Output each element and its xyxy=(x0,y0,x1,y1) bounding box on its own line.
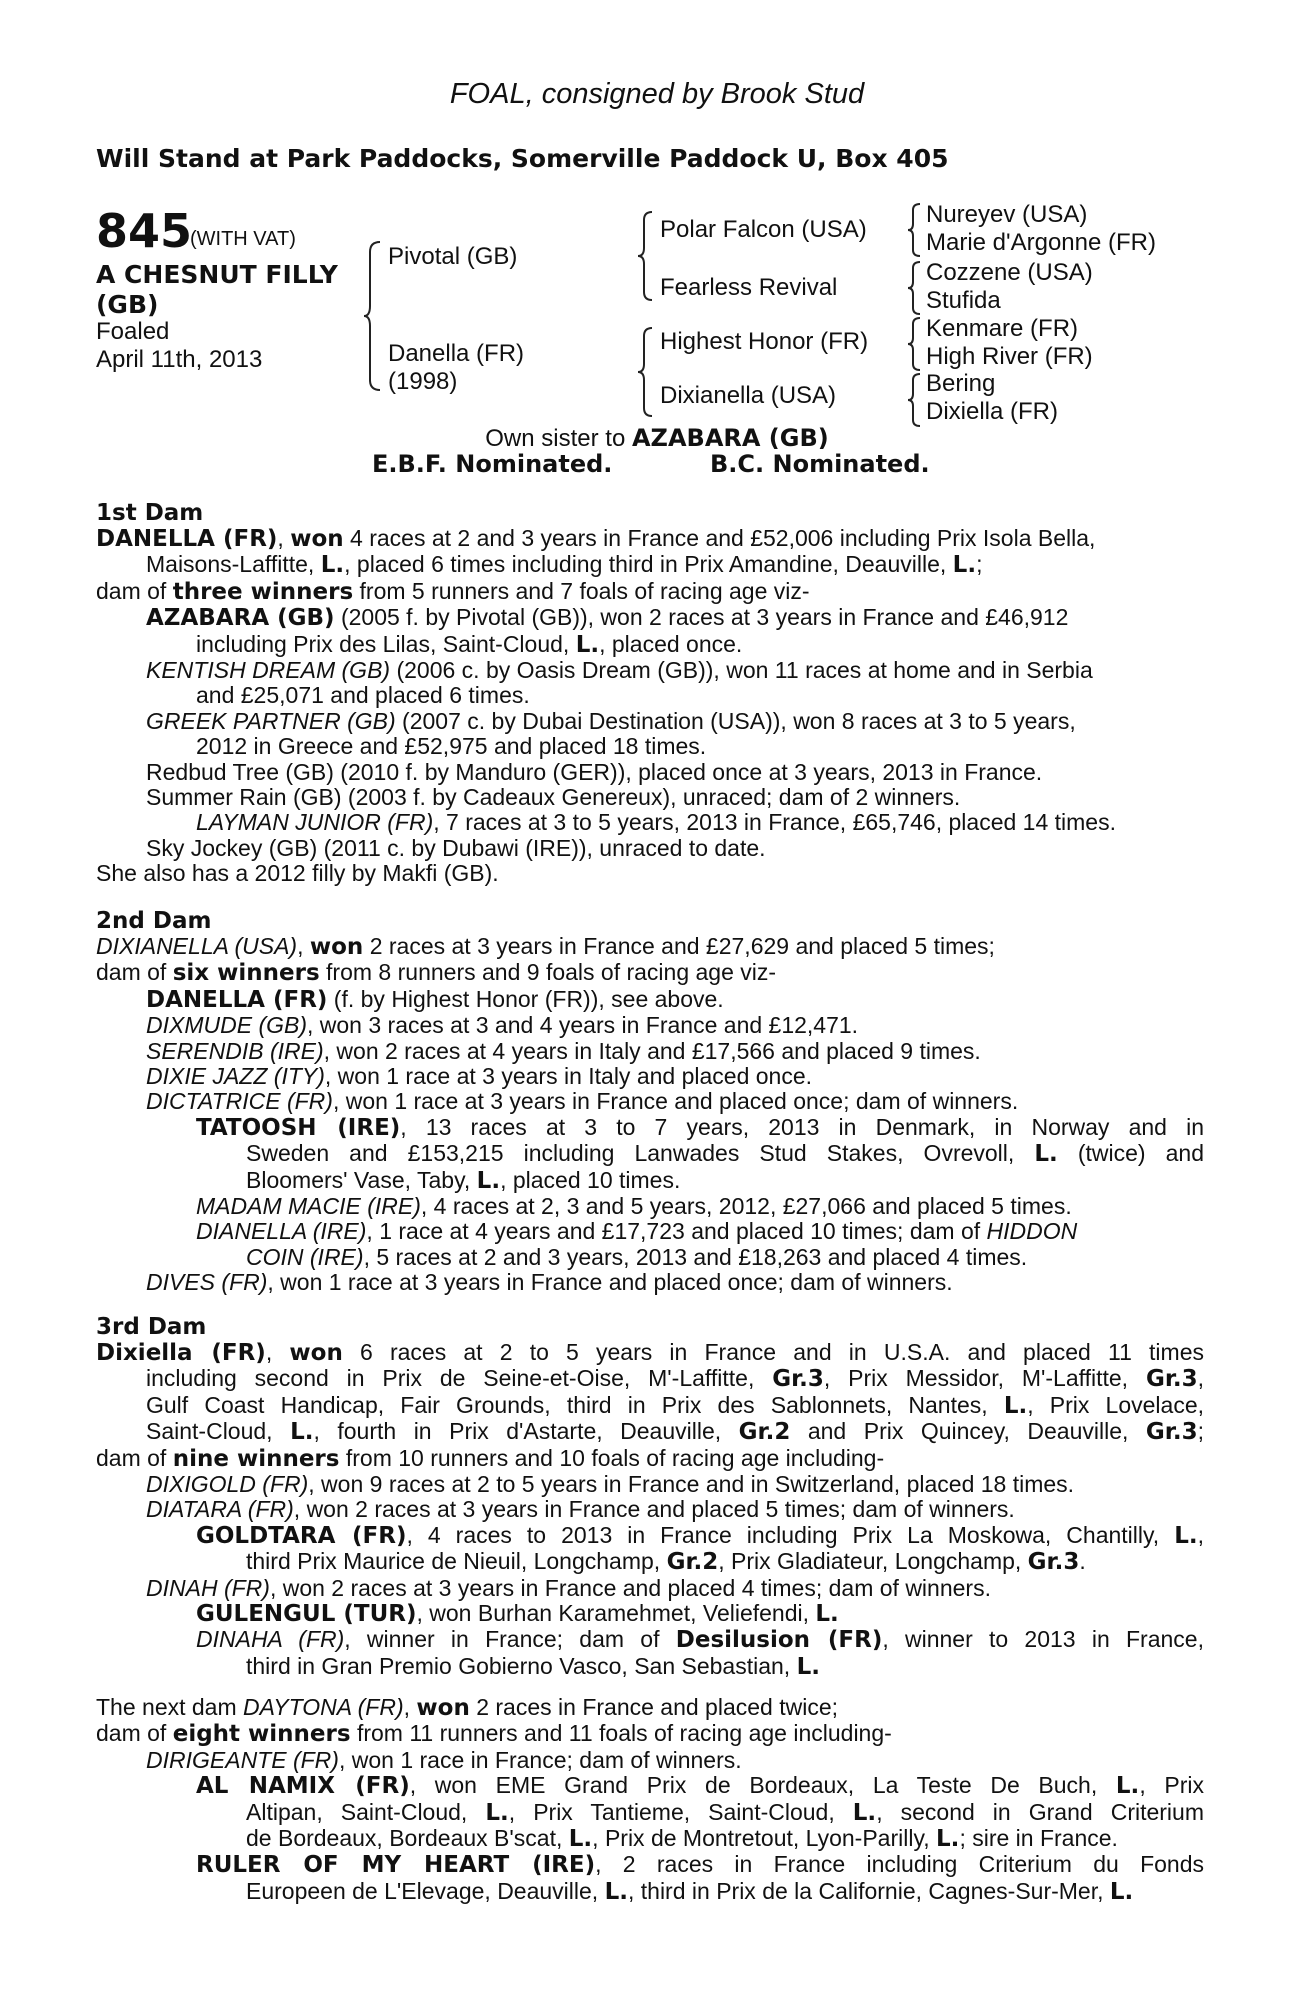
first-dam-line: dam of three winners from 5 runners and 7 foals of racing age viz- xyxy=(96,577,810,605)
third-dam-line: GULENGUL (TUR), won Burhan Karamehmet, Veliefendi, L. xyxy=(196,1600,839,1628)
third-dam-line: Gulf Coast Handicap, Fair Grounds, third in Prix des Sablonnets, Nantes, L., Prix Lovelace, xyxy=(146,1391,1204,1419)
foaled-block xyxy=(96,318,262,374)
first-dam-line: DANELLA (FR), won 4 races at 2 and 3 years in France and £52,006 including Prix Isola Bella, xyxy=(96,525,1096,552)
bc-nominated: B.C. Nominated. xyxy=(710,450,930,478)
second-dam-line: DIVES (FR), won 1 race at 3 years in France and placed once; dam of winners. xyxy=(146,1269,953,1296)
foaled-date: April 11th, 2013 xyxy=(96,346,263,373)
own-sister-note xyxy=(0,424,1314,453)
first-dam-line: Maisons-Laffitte, L., placed 6 times including third in Prix Amandine, Deauville, L.; xyxy=(146,551,983,579)
first-dam-line: GREEK PARTNER (GB) (2007 c. by Dubai Destination (USA)), won 8 races at 3 to 5 years, xyxy=(146,707,1076,734)
second-dam-line: COIN (IRE), 5 races at 2 and 3 years, 2013 and £18,263 and placed 4 times. xyxy=(246,1243,1028,1270)
third-dam-line: including second in Prix de Seine-et-Oise, M'-Laffitte, Gr.3, Prix Messidor, M'-Laffitte, Gr.3, xyxy=(146,1365,1205,1393)
third-dam-line: DIXIGOLD (FR), won 9 races at 2 to 5 years in France and in Switzerland, placed 18 times. xyxy=(146,1471,1075,1498)
next-dam-line: de Bordeaux, Bordeaux B'scat, L., Prix de Montretout, Lyon-Parilly, L.; sire in France. xyxy=(246,1825,1118,1853)
dam-sire: Highest Honor (FR) xyxy=(660,328,869,355)
first-dam-line: and £25,071 and placed 6 times. xyxy=(196,682,530,709)
vat-label: (WITH VAT) xyxy=(190,228,296,250)
second-dam-line: MADAM MACIE (IRE), 4 races at 2, 3 and 5 years, 2012, £27,066 and placed 5 times. xyxy=(196,1193,1072,1220)
second-dam-line: DIANELLA (IRE), 1 race at 4 years and £17,723 and placed 10 times; dam of HIDDON xyxy=(196,1218,1078,1245)
brace-ss xyxy=(906,202,924,258)
first-dam-line: LAYMAN JUNIOR (FR), 7 races at 3 to 5 years, 2013 in France, £65,746, placed 14 times. xyxy=(196,809,1116,836)
ds-sire: Kenmare (FR) xyxy=(926,315,1079,342)
stand-location: Will Stand at Park Paddocks, Somerville Paddock U, Box 405 xyxy=(96,144,949,173)
sire-sire: Polar Falcon (USA) xyxy=(660,216,867,243)
dam: Danella (FR) xyxy=(388,340,525,367)
next-dam-line: RULER OF MY HEART (IRE), 2 races in France including Criterium du Fonds xyxy=(196,1851,1204,1879)
brace-dd xyxy=(906,372,924,428)
ss-sire: Nureyev (USA) xyxy=(926,201,1088,228)
first-dam-line: AZABARA (GB) (2005 f. by Pivotal (GB)), won 2 races at 3 years in France and £46,912 xyxy=(146,604,1069,632)
third-dam-line: DINAH (FR), won 2 races at 3 years in France and placed 4 times; dam of winners. xyxy=(146,1574,991,1601)
second-dam-heading: 2nd Dam xyxy=(96,908,212,934)
second-dam-line: DANELLA (FR) (f. by Highest Honor (FR)), see above. xyxy=(146,985,724,1013)
next-dam-line: dam of eight winners from 11 runners and 11 foals of racing age including- xyxy=(96,1720,892,1748)
second-dam-line: DICTATRICE (FR), won 1 race at 3 years in France and placed once; dam of winners. xyxy=(146,1088,1019,1115)
third-dam-line: third Prix Maurice de Nieuil, Longchamp, Gr.2, Prix Gladiateur, Longchamp, Gr.3. xyxy=(246,1548,1086,1576)
second-dam-line: DIXIANELLA (USA), won 2 races at 3 years in France and £27,629 and placed 5 times; xyxy=(96,933,995,960)
first-dam-heading: 1st Dam xyxy=(96,500,204,526)
first-dam-line: KENTISH DREAM (GB) (2006 c. by Oasis Dream (GB)), won 11 races at home and in Serbia xyxy=(146,657,1093,684)
brace-sire xyxy=(636,210,656,302)
third-dam-line: GOLDTARA (FR), 4 races to 2013 in France including Prix La Moskowa, Chantilly, L., xyxy=(196,1521,1204,1549)
brace-first-gen xyxy=(362,240,386,392)
first-dam-line: 2012 in Greece and £52,975 and placed 18 times. xyxy=(196,733,707,760)
third-dam-line: Saint-Cloud, L., fourth in Prix d'Astarte, Deauville, Gr.2 and Prix Quincey, Deauville, Gr.3; xyxy=(146,1418,1204,1446)
lot-name-line2: (GB) xyxy=(96,290,159,319)
sire: Pivotal (GB) xyxy=(388,243,518,270)
dam-dam: Dixianella (USA) xyxy=(660,382,837,409)
next-dam-line: DIRIGEANTE (FR), won 1 race in France; dam of winners. xyxy=(146,1746,742,1773)
brace-ds xyxy=(906,316,924,372)
first-dam-line: Sky Jockey (GB) (2011 c. by Dubawi (IRE)), unraced to date. xyxy=(146,834,766,861)
page-title: FOAL, consigned by Brook Stud xyxy=(449,78,865,110)
ebf-nominated: E.B.F. Nominated. xyxy=(372,450,613,478)
second-dam-line: dam of six winners from 8 runners and 9 foals of racing age viz- xyxy=(96,959,777,987)
next-dam-line: Altipan, Saint-Cloud, L., Prix Tantieme, Saint-Cloud, L., second in Grand Criterium xyxy=(246,1798,1204,1826)
third-dam-line: DINAHA (FR), winner in France; dam of Desilusion (FR), winner to 2013 in France, xyxy=(196,1626,1204,1654)
dd-sire: Bering xyxy=(926,370,996,397)
first-dam-line: Summer Rain (GB) (2003 f. by Cadeaux Genereux), unraced; dam of 2 winners. xyxy=(146,784,961,811)
lot-name-line1: A CHESNUT FILLY xyxy=(96,260,338,289)
third-dam-heading: 3rd Dam xyxy=(96,1314,207,1340)
sd-dam: Stufida xyxy=(926,287,1001,314)
ss-dam: Marie d'Argonne (FR) xyxy=(926,229,1156,256)
own-sister-prefix: Own sister to xyxy=(485,425,632,452)
next-dam-line: The next dam DAYTONA (FR), won 2 races in France and placed twice; xyxy=(96,1694,839,1721)
sd-sire: Cozzene (USA) xyxy=(926,259,1093,286)
foaled-label: Foaled xyxy=(96,318,170,345)
second-dam-line: TATOOSH (IRE), 13 races at 3 to 7 years, 2013 in Denmark, in Norway and in xyxy=(196,1113,1204,1141)
first-dam-line: including Prix des Lilas, Saint-Cloud, L., placed once. xyxy=(196,630,743,658)
third-dam-line: Dixiella (FR), won 6 races at 2 to 5 years in France and in U.S.A. and placed 11 times xyxy=(96,1339,1204,1366)
brace-sd xyxy=(906,260,924,316)
third-dam-line: DIATARA (FR), won 2 races at 3 years in France and placed 5 times; dam of winners. xyxy=(146,1496,1015,1523)
second-dam-line: Sweden and £153,215 including Lanwades Stud Stakes, Ovrevoll, L. (twice) and xyxy=(246,1140,1205,1168)
next-dam-line: AL NAMIX (FR), won EME Grand Prix de Bordeaux, La Teste De Buch, L., Prix xyxy=(196,1772,1204,1800)
brace-dam xyxy=(636,326,656,418)
sire-dam: Fearless Revival xyxy=(660,274,838,301)
third-dam-line: dam of nine winners from 10 runners and 10 foals of racing age including- xyxy=(96,1444,885,1472)
third-dam-section xyxy=(96,1314,1204,1680)
second-dam-line: DIXIE JAZZ (ITY), won 1 race at 3 years in Italy and placed once. xyxy=(146,1063,813,1090)
dam-year: (1998) xyxy=(388,368,458,395)
lot-name xyxy=(96,260,338,320)
next-dam-line: Europeen de L'Elevage, Deauville, L., third in Prix de la Californie, Cagnes-Sur-Mer, L. xyxy=(246,1877,1134,1905)
second-dam-line: DIXMUDE (GB), won 3 races at 3 and 4 years in France and £12,471. xyxy=(146,1012,859,1039)
next-dam-section xyxy=(96,1695,1204,1905)
dd-dam: Dixiella (FR) xyxy=(926,398,1058,425)
second-dam-section xyxy=(96,908,1204,1296)
ds-dam: High River (FR) xyxy=(926,343,1093,370)
first-dam-section xyxy=(96,500,1204,887)
lot-number: 845 xyxy=(96,204,193,258)
third-dam-line: third in Gran Premio Gobierno Vasco, San Sebastian, L. xyxy=(246,1652,820,1680)
own-sister-name: AZABARA (GB) xyxy=(631,424,829,452)
second-dam-line: SERENDIB (IRE), won 2 races at 4 years in Italy and £17,566 and placed 9 times. xyxy=(146,1037,981,1064)
first-dam-line: Redbud Tree (GB) (2010 f. by Manduro (GER)), placed once at 3 years, 2013 in France. xyxy=(146,758,1043,785)
second-dam-line: Bloomers' Vase, Taby, L., placed 10 times. xyxy=(246,1166,681,1194)
first-dam-line: She also has a 2012 filly by Makfi (GB). xyxy=(96,860,499,887)
